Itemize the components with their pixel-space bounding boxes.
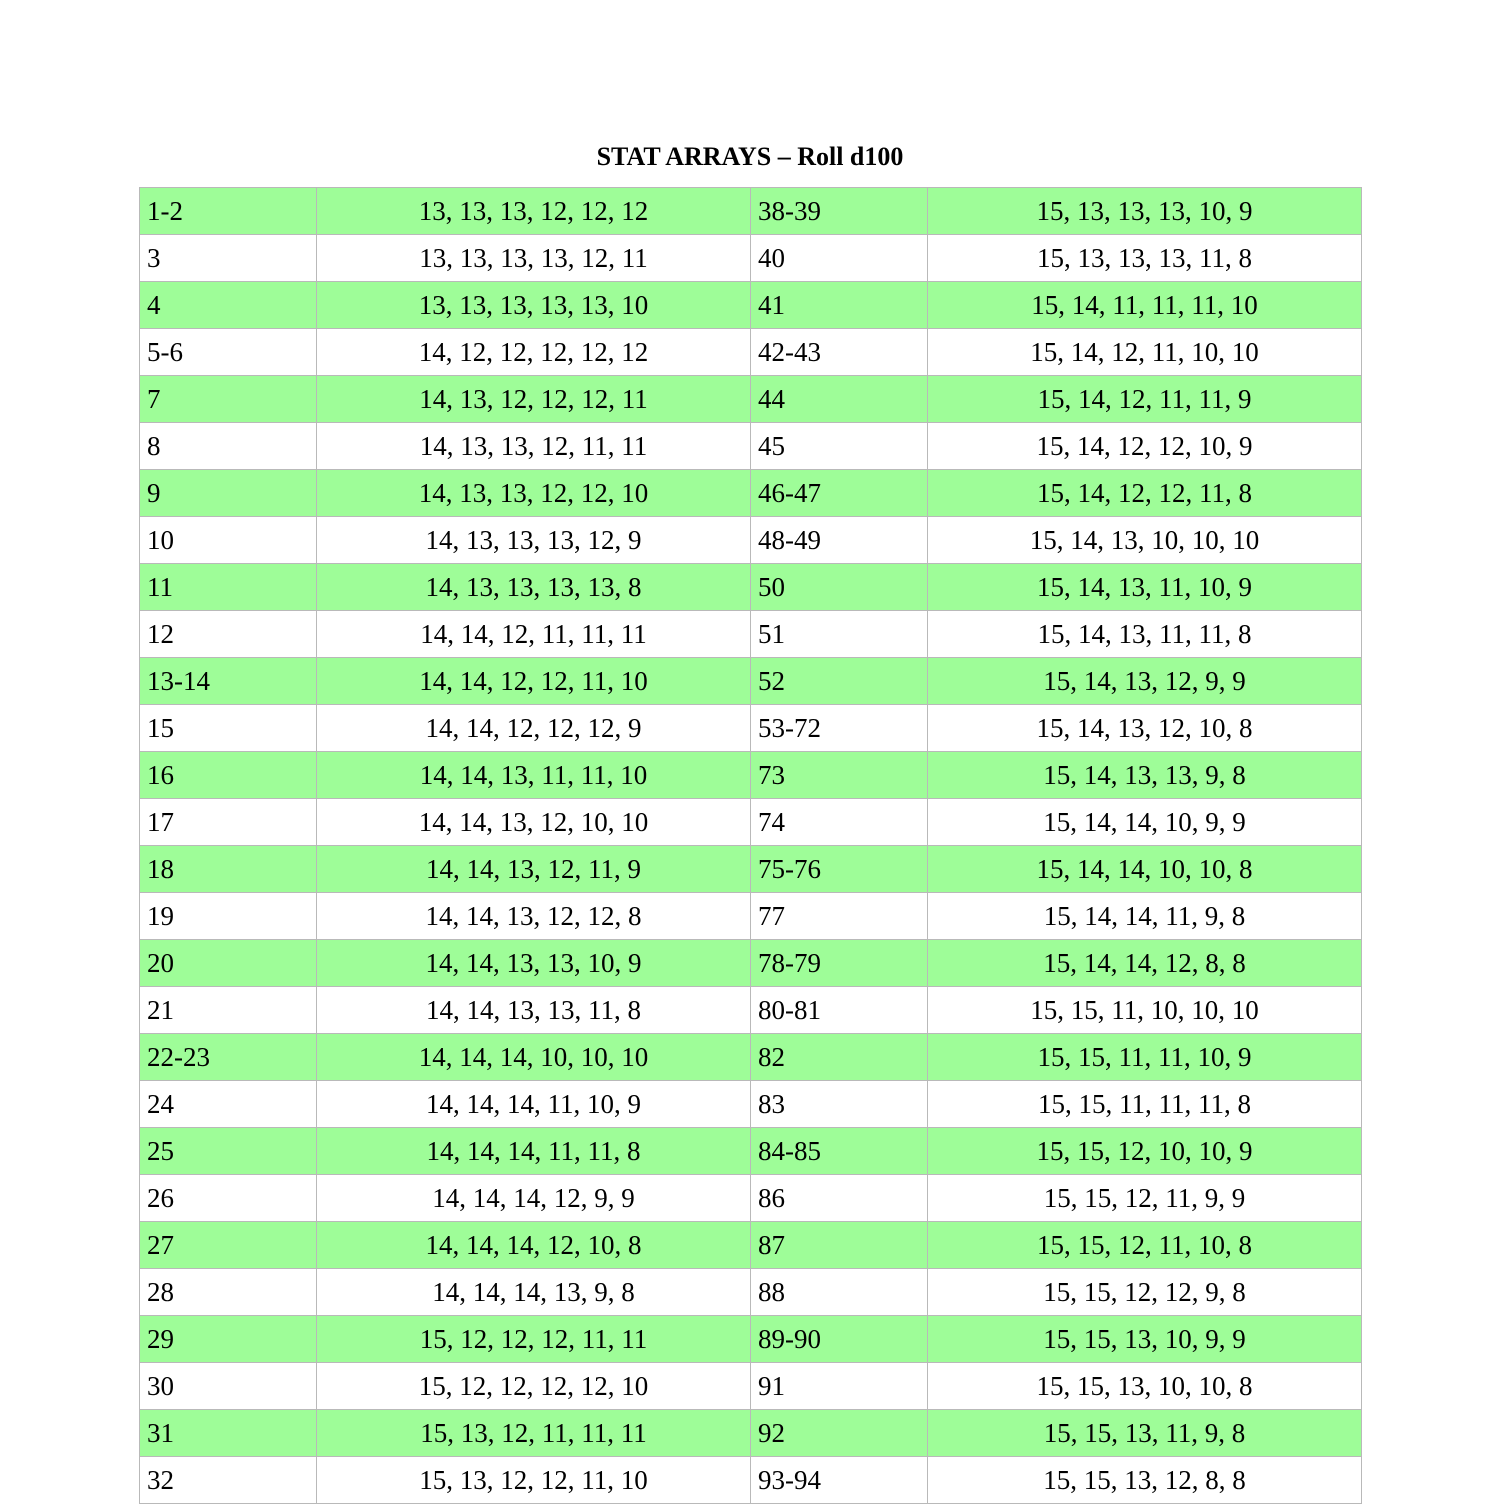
roll-cell: 8 xyxy=(140,423,317,470)
roll-cell: 48-49 xyxy=(751,517,928,564)
roll-cell: 51 xyxy=(751,611,928,658)
table-row xyxy=(140,1457,1362,1504)
page-title: STAT ARRAYS – Roll d100 xyxy=(596,142,904,171)
array-cell: 15, 13, 12, 11, 11, 11 xyxy=(317,1410,751,1457)
table-row xyxy=(140,1410,1362,1457)
array-cell: 15, 14, 13, 12, 9, 9 xyxy=(928,658,1362,705)
roll-cell: 24 xyxy=(140,1081,317,1128)
array-cell: 14, 13, 12, 12, 12, 11 xyxy=(317,376,751,423)
array-cell: 15, 15, 12, 11, 10, 8 xyxy=(928,1222,1362,1269)
table-row xyxy=(140,329,1362,376)
array-cell: 14, 13, 13, 13, 13, 8 xyxy=(317,564,751,611)
array-cell: 15, 15, 11, 10, 10, 10 xyxy=(928,987,1362,1034)
table-row xyxy=(140,658,1362,705)
table-row xyxy=(140,611,1362,658)
roll-cell: 11 xyxy=(140,564,317,611)
roll-cell: 25 xyxy=(140,1128,317,1175)
roll-cell: 10 xyxy=(140,517,317,564)
roll-cell: 15 xyxy=(140,705,317,752)
table-row xyxy=(140,1128,1362,1175)
roll-cell: 86 xyxy=(751,1175,928,1222)
array-cell: 13, 13, 13, 13, 12, 11 xyxy=(317,235,751,282)
array-cell: 14, 13, 13, 13, 12, 9 xyxy=(317,517,751,564)
array-cell: 15, 14, 14, 12, 8, 8 xyxy=(928,940,1362,987)
roll-cell: 32 xyxy=(140,1457,317,1504)
array-cell: 15, 14, 14, 10, 10, 8 xyxy=(928,846,1362,893)
roll-cell: 42-43 xyxy=(751,329,928,376)
roll-cell: 38-39 xyxy=(751,188,928,235)
roll-cell: 46-47 xyxy=(751,470,928,517)
array-cell: 13, 13, 13, 13, 13, 10 xyxy=(317,282,751,329)
table-row xyxy=(140,423,1362,470)
roll-cell: 20 xyxy=(140,940,317,987)
table-row xyxy=(140,1363,1362,1410)
array-cell: 15, 15, 12, 12, 9, 8 xyxy=(928,1269,1362,1316)
roll-cell: 26 xyxy=(140,1175,317,1222)
roll-cell: 88 xyxy=(751,1269,928,1316)
roll-cell: 82 xyxy=(751,1034,928,1081)
roll-cell: 12 xyxy=(140,611,317,658)
roll-cell: 89-90 xyxy=(751,1316,928,1363)
table-row xyxy=(140,705,1362,752)
roll-cell: 44 xyxy=(751,376,928,423)
roll-cell: 3 xyxy=(140,235,317,282)
table-row xyxy=(140,564,1362,611)
array-cell: 14, 14, 14, 11, 10, 9 xyxy=(317,1081,751,1128)
table-row xyxy=(140,799,1362,846)
roll-cell: 77 xyxy=(751,893,928,940)
array-cell: 14, 14, 14, 10, 10, 10 xyxy=(317,1034,751,1081)
array-cell: 14, 14, 14, 13, 9, 8 xyxy=(317,1269,751,1316)
array-cell: 15, 14, 13, 13, 9, 8 xyxy=(928,752,1362,799)
array-cell: 15, 14, 14, 10, 9, 9 xyxy=(928,799,1362,846)
array-cell: 15, 15, 12, 11, 9, 9 xyxy=(928,1175,1362,1222)
stat-arrays-table xyxy=(139,187,1362,1504)
array-cell: 15, 12, 12, 12, 12, 10 xyxy=(317,1363,751,1410)
roll-cell: 27 xyxy=(140,1222,317,1269)
array-cell: 15, 13, 13, 13, 10, 9 xyxy=(928,188,1362,235)
table-row xyxy=(140,470,1362,517)
array-cell: 14, 14, 14, 11, 11, 8 xyxy=(317,1128,751,1175)
array-cell: 15, 15, 13, 11, 9, 8 xyxy=(928,1410,1362,1457)
array-cell: 15, 14, 12, 11, 11, 9 xyxy=(928,376,1362,423)
roll-cell: 40 xyxy=(751,235,928,282)
array-cell: 15, 14, 13, 11, 10, 9 xyxy=(928,564,1362,611)
table-row xyxy=(140,1316,1362,1363)
roll-cell: 13-14 xyxy=(140,658,317,705)
roll-cell: 83 xyxy=(751,1081,928,1128)
roll-cell: 1-2 xyxy=(140,188,317,235)
roll-cell: 16 xyxy=(140,752,317,799)
roll-cell: 22-23 xyxy=(140,1034,317,1081)
roll-cell: 91 xyxy=(751,1363,928,1410)
table-row xyxy=(140,1081,1362,1128)
array-cell: 15, 13, 12, 12, 11, 10 xyxy=(317,1457,751,1504)
table-row xyxy=(140,940,1362,987)
array-cell: 15, 14, 13, 11, 11, 8 xyxy=(928,611,1362,658)
stat-table-body xyxy=(140,188,1362,1504)
roll-cell: 17 xyxy=(140,799,317,846)
array-cell: 15, 14, 12, 12, 10, 9 xyxy=(928,423,1362,470)
roll-cell: 41 xyxy=(751,282,928,329)
array-cell: 15, 14, 13, 10, 10, 10 xyxy=(928,517,1362,564)
table-row xyxy=(140,1269,1362,1316)
roll-cell: 30 xyxy=(140,1363,317,1410)
roll-cell: 80-81 xyxy=(751,987,928,1034)
array-cell: 14, 14, 12, 11, 11, 11 xyxy=(317,611,751,658)
roll-cell: 29 xyxy=(140,1316,317,1363)
roll-cell: 52 xyxy=(751,658,928,705)
roll-cell: 18 xyxy=(140,846,317,893)
table-row xyxy=(140,893,1362,940)
array-cell: 14, 14, 13, 13, 10, 9 xyxy=(317,940,751,987)
roll-cell: 75-76 xyxy=(751,846,928,893)
array-cell: 14, 14, 12, 12, 11, 10 xyxy=(317,658,751,705)
array-cell: 14, 14, 12, 12, 12, 9 xyxy=(317,705,751,752)
array-cell: 15, 15, 11, 11, 11, 8 xyxy=(928,1081,1362,1128)
roll-cell: 84-85 xyxy=(751,1128,928,1175)
roll-cell: 50 xyxy=(751,564,928,611)
table-row xyxy=(140,1222,1362,1269)
roll-cell: 87 xyxy=(751,1222,928,1269)
array-cell: 14, 14, 13, 12, 10, 10 xyxy=(317,799,751,846)
table-row xyxy=(140,1175,1362,1222)
array-cell: 15, 15, 12, 10, 10, 9 xyxy=(928,1128,1362,1175)
table-row xyxy=(140,517,1362,564)
array-cell: 15, 15, 11, 11, 10, 9 xyxy=(928,1034,1362,1081)
roll-cell: 53-72 xyxy=(751,705,928,752)
array-cell: 14, 13, 13, 12, 12, 10 xyxy=(317,470,751,517)
roll-cell: 31 xyxy=(140,1410,317,1457)
array-cell: 14, 14, 13, 11, 11, 10 xyxy=(317,752,751,799)
roll-cell: 74 xyxy=(751,799,928,846)
array-cell: 15, 15, 13, 10, 10, 8 xyxy=(928,1363,1362,1410)
array-cell: 14, 14, 13, 12, 12, 8 xyxy=(317,893,751,940)
roll-cell: 78-79 xyxy=(751,940,928,987)
array-cell: 14, 13, 13, 12, 11, 11 xyxy=(317,423,751,470)
array-cell: 15, 14, 14, 11, 9, 8 xyxy=(928,893,1362,940)
table-row xyxy=(140,235,1362,282)
table-row xyxy=(140,752,1362,799)
table-row xyxy=(140,188,1362,235)
table-row xyxy=(140,282,1362,329)
array-cell: 14, 14, 14, 12, 10, 8 xyxy=(317,1222,751,1269)
array-cell: 15, 15, 13, 12, 8, 8 xyxy=(928,1457,1362,1504)
array-cell: 15, 12, 12, 12, 11, 11 xyxy=(317,1316,751,1363)
array-cell: 15, 15, 13, 10, 9, 9 xyxy=(928,1316,1362,1363)
array-cell: 14, 12, 12, 12, 12, 12 xyxy=(317,329,751,376)
table-row xyxy=(140,376,1362,423)
roll-cell: 5-6 xyxy=(140,329,317,376)
table-row xyxy=(140,1034,1362,1081)
array-cell: 13, 13, 13, 12, 12, 12 xyxy=(317,188,751,235)
roll-cell: 7 xyxy=(140,376,317,423)
array-cell: 14, 14, 13, 13, 11, 8 xyxy=(317,987,751,1034)
array-cell: 15, 14, 13, 12, 10, 8 xyxy=(928,705,1362,752)
roll-cell: 4 xyxy=(140,282,317,329)
roll-cell: 73 xyxy=(751,752,928,799)
array-cell: 15, 13, 13, 13, 11, 8 xyxy=(928,235,1362,282)
roll-cell: 93-94 xyxy=(751,1457,928,1504)
array-cell: 15, 14, 12, 12, 11, 8 xyxy=(928,470,1362,517)
table-row xyxy=(140,846,1362,893)
roll-cell: 9 xyxy=(140,470,317,517)
array-cell: 14, 14, 14, 12, 9, 9 xyxy=(317,1175,751,1222)
roll-cell: 28 xyxy=(140,1269,317,1316)
roll-cell: 92 xyxy=(751,1410,928,1457)
array-cell: 15, 14, 11, 11, 11, 10 xyxy=(928,282,1362,329)
array-cell: 15, 14, 12, 11, 10, 10 xyxy=(928,329,1362,376)
roll-cell: 19 xyxy=(140,893,317,940)
array-cell: 14, 14, 13, 12, 11, 9 xyxy=(317,846,751,893)
roll-cell: 45 xyxy=(751,423,928,470)
table-row xyxy=(140,987,1362,1034)
roll-cell: 21 xyxy=(140,987,317,1034)
